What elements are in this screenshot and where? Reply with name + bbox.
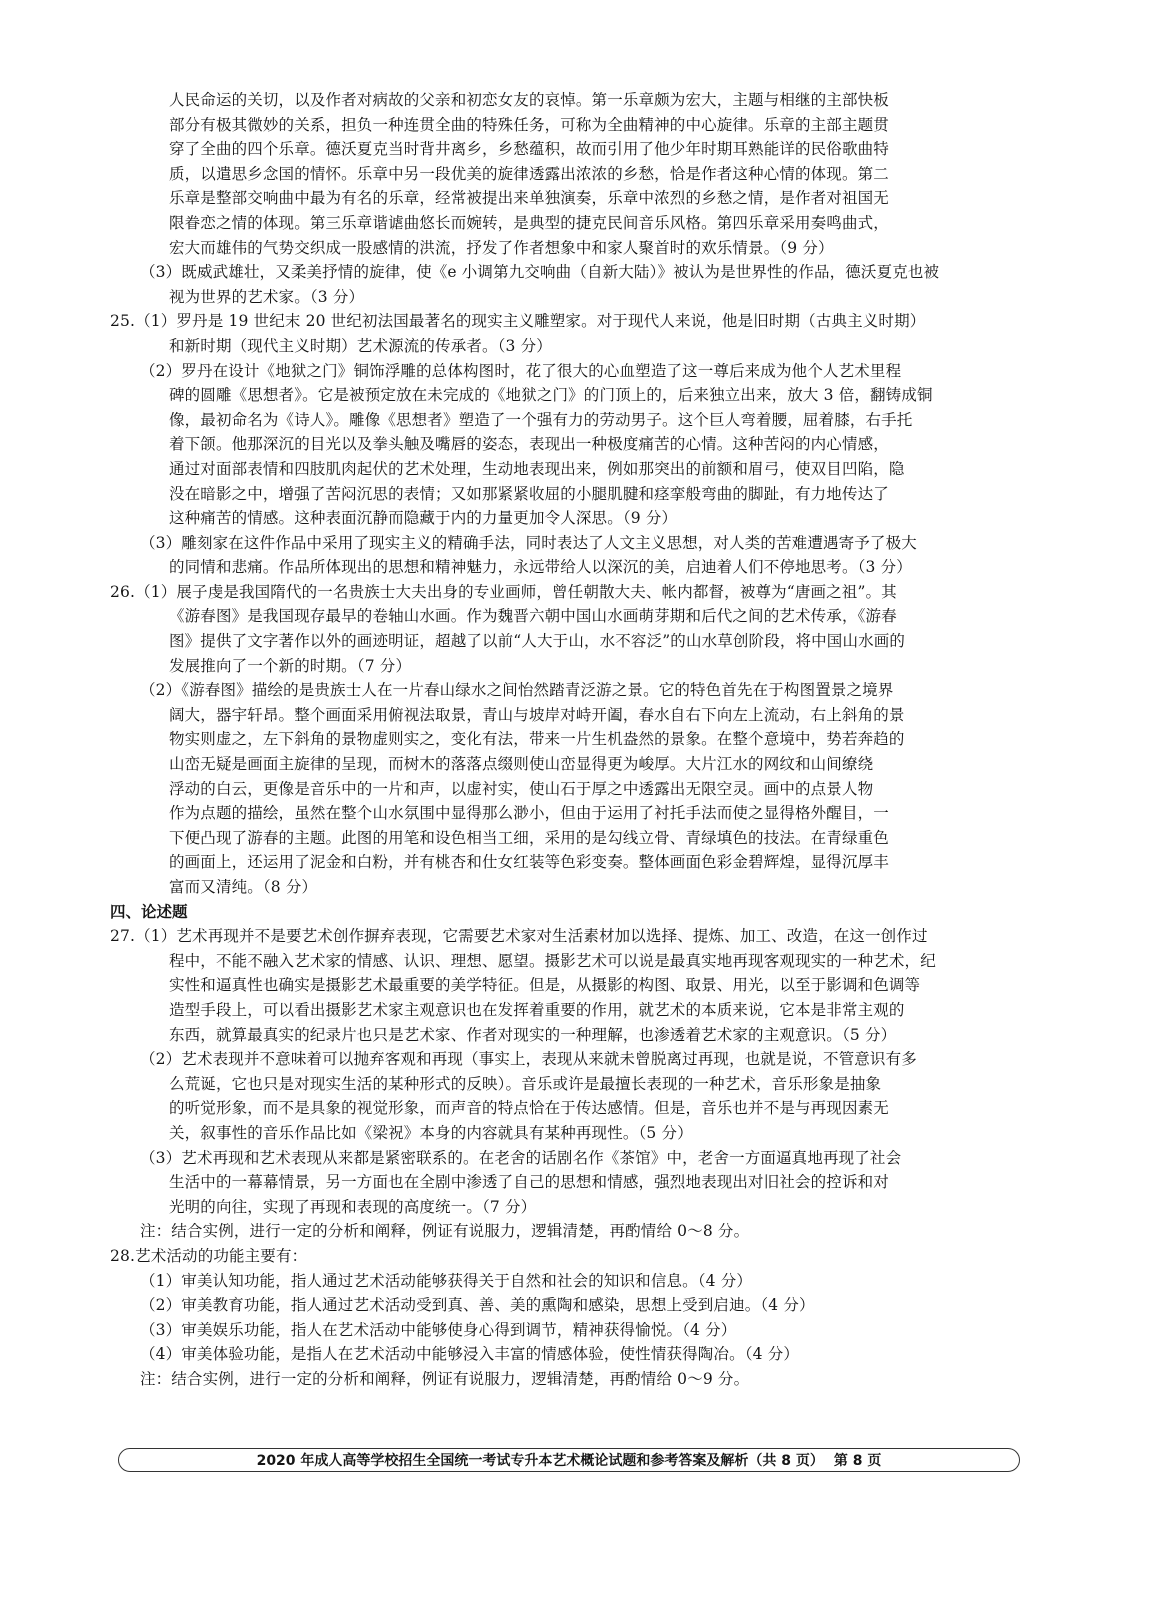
text-line: 26.（1）展子虔是我国隋代的一名贵族士大夫出身的专业画师，曾任朝散大夫、帐内都督，被尊为“唐画之祖”。其 [110, 582, 897, 601]
text-line: （3）艺术再现和艺术表现从来都是紧密联系的。在老舍的话剧名作《茶馆》中，老舍一方面逼真地再现了社会 [140, 1148, 902, 1167]
text-line: 28.艺术活动的功能主要有： [110, 1246, 308, 1265]
q28-items [110, 1269, 1040, 1367]
text-line: 的画面上，还运用了泥金和白粉，并有桃杏和仕女红装等色彩变奏。整体画面色彩金碧辉煌，显得沉厚丰 [169, 853, 889, 872]
list-item: （3）审美娱乐功能，指人在艺术活动中能够使身心得到调节，精神获得愉悦。（4 分） [140, 1320, 737, 1339]
section-heading: 四、论述题 [110, 901, 188, 921]
text-line: 浮动的白云，更像是音乐中的一片和声，以虚衬实，使山石于厚之中透露出无限空灵。画中的点景人物 [169, 779, 874, 798]
text-line: 实性和逼真性也确实是摄影艺术最重要的美学特征。但是，从摄影的构图、取景、用光，以至于影调和色调等 [169, 976, 921, 995]
q27-3 [110, 1146, 1040, 1220]
text-line: 东西，就算最真实的纪录片也只是艺术家、作者对现实的一种理解，也渗透着艺术家的主观意识。（5 分） [169, 1025, 897, 1044]
text-line: 限眷恋之情的体现。第三乐章谐谑曲悠长而婉转，是典型的捷克民间音乐风格。第四乐章采用奏鸣曲式， [169, 213, 889, 232]
footer-title: 2020 年成人高等学校招生全国统一考试专升本艺术概论试题和参考答案及解析（共 8 页） [256, 1453, 824, 1469]
page-number: 第 8 页 [833, 1453, 882, 1469]
text-line: 像，最初命名为《诗人》。雕像《思想者》塑造了一个强有力的劳动男子。这个巨人弯着腰，屈着膝，右手托 [169, 410, 913, 429]
text-line: 25.（1）罗丹是 19 世纪末 20 世纪初法国最著名的现实主义雕塑家。对于现代人来说，他是旧时期（古典主义时期） [110, 312, 926, 331]
text-line: 发展推向了一个新的时期。（7 分） [169, 656, 412, 675]
q25-3 [110, 531, 1040, 580]
text-line: 造型手段上，可以看出摄影艺术家主观意识也在发挥着重要的作用，就艺术的本质来说，它本是非常主观的 [169, 1000, 905, 1019]
text-line: 阔大，器宇轩昂。整个画面采用俯视法取景，青山与坡岸对峙开阖，春水自右下向左上流动，右上斜角的景 [169, 705, 905, 724]
text-line: 《游春图》是我国现存最早的卷轴山水画。作为魏晋六朝中国山水画萌芽期和后代之间的艺术传承，《游春 [169, 607, 897, 626]
text-line: 部分有极其微妙的关系，担负一种连贯全曲的特殊任务，可称为全曲精神的中心旋律。乐章的主部主题贯 [169, 115, 889, 134]
q24-3 [110, 260, 1040, 309]
text-line: （3）既威武雄壮，又柔美抒情的旋律，使《e 小调第九交响曲（自新大陆）》被认为是世界性的作品，德沃夏克也被 [140, 263, 940, 282]
text-line: 视为世界的艺术家。（3 分） [169, 287, 365, 306]
text-line: 光明的向往，实现了再现和表现的高度统一。（7 分） [169, 1197, 537, 1216]
q27-note: 注：结合实例，进行一定的分析和阐释，例证有说服力，逻辑清楚，再酌情给 0～8 分。 [140, 1222, 750, 1241]
text-line: 27.（1）艺术再现并不是要艺术创作摒弃表现，它需要艺术家对生活素材加以选择、提炼、加工、改造，在这一创作过 [110, 927, 928, 946]
text-line: 宏大而雄伟的气势交织成一股感情的洪流，抒发了作者想象中和家人聚首时的欢乐情景。（9 分） [169, 238, 834, 257]
q26-2 [110, 678, 1040, 899]
q24-2-continuation [110, 88, 1040, 260]
text-line: 么荒诞，它也只是对现实生活的某种形式的反映）。音乐或许是最擅长表现的一种艺术，音乐形象是抽象 [169, 1074, 882, 1093]
q28-note: 注：结合实例，进行一定的分析和阐释，例证有说服力，逻辑清楚，再酌情给 0～9 分。 [140, 1369, 750, 1388]
text-line: 下便凸现了游春的主题。此图的用笔和设色相当工细，采用的是勾线立骨、青绿填色的技法。在青绿重色 [169, 828, 889, 847]
text-line: 物实则虚之，左下斜角的景物虚则实之，变化有法，带来一片生机盎然的景象。在整个意境中，势若奔趋的 [169, 730, 905, 749]
text-line: 这种痛苦的情感。这种表面沉静而隐藏于内的力量更加令人深思。（9 分） [169, 509, 678, 528]
text-line: 关，叙事性的音乐作品比如《梁祝》本身的内容就具有某种再现性。（5 分） [169, 1123, 693, 1142]
text-line: （2）艺术表现并不意味着可以抛弃客观和再现（事实上，表现从来就未曾脱离过再现，也就是说，不管意识有多 [140, 1050, 917, 1069]
text-line: 通过对面部表情和四肢肌肉起伏的艺术处理，生动地表现出来，例如那突出的前额和眉弓，使双目凹陷，隐 [169, 459, 905, 478]
text-line: 的同情和悲痛。作品所体现出的思想和精神魅力，永远带给人以深沉的美，启迪着人们不停地思考。（3 分） [169, 558, 912, 577]
text-line: （2）罗丹在设计《地狱之门》铜饰浮雕的总体构图时，花了很大的心血塑造了这一尊后来成为他个人艺术里程 [140, 361, 902, 380]
text-line: 程中，不能不融入艺术家的情感、认识、理想、愿望。摄影艺术可以说是最真实地再现客观现实的一种艺术，纪 [169, 951, 936, 970]
list-item: （4）审美体验功能，是指人在艺术活动中能够浸入丰富的情感体验，使性情获得陶冶。（4 分） [140, 1345, 800, 1364]
text-line: 图》提供了文字著作以外的画迹明证，超越了以前“人大于山，水不容泛”的山水草创阶段，将中国山水画的 [169, 632, 906, 651]
text-line: 生活中的一幕幕情景，另一方面也在全剧中渗透了自己的思想和情感，强烈地表现出对旧社会的控诉和对 [169, 1173, 889, 1192]
q26 [110, 580, 1040, 900]
list-item: （1）审美认知功能，指人通过艺术活动能够获得关于自然和社会的知识和信息。（4 分） [140, 1271, 753, 1290]
q27-2 [110, 1047, 1040, 1145]
text-line: 山峦无疑是画面主旋律的呈现，而树木的落落点缀则使山峦显得更为峻厚。大片江水的网纹和山间缭绕 [169, 755, 874, 774]
document-body [110, 88, 1040, 1391]
text-line: 碑的圆雕《思想者》。它是被预定放在未完成的《地狱之门》的门顶上的，后来独立出来，放大 3 倍，翻铸成铜 [169, 386, 933, 405]
text-line: （2）《游春图》描绘的是贵族士人在一片春山绿水之间怡然踏青泛游之景。它的特色首先在于构图置景之境界 [140, 681, 894, 700]
text-line: 着下颌。他那深沉的目光以及拳头触及嘴唇的姿态，表现出一种极度痛苦的心情。这种苦闷的内心情感， [169, 435, 889, 454]
q25-2 [110, 359, 1040, 531]
q27 [110, 924, 1040, 1244]
text-line: 穿了全曲的四个乐章。德沃夏克当时背井离乡，乡愁蕴积，故而引用了他少年时期耳熟能详的民俗歌曲特 [169, 140, 889, 159]
text-line: 质，以遣思乡念国的情怀。乐章中另一段优美的旋律透露出浓浓的乡愁，恰是作者这种心情的体现。第二 [169, 164, 889, 183]
text-line: （3）雕刻家在这件作品中采用了现实主义的精确手法，同时表达了人文主义思想，对人类的苦难遭遇寄予了极大 [140, 533, 917, 552]
list-item: （2）审美教育功能，指人通过艺术活动受到真、善、美的熏陶和感染，思想上受到启迪。（4 分） [140, 1296, 815, 1315]
text-line: 作为点题的描绘，虽然在整个山水氛围中显得那么渺小，但由于运用了衬托手法而使之显得格外醒目，一 [169, 804, 889, 823]
page-footer [118, 1448, 1020, 1472]
text-line: 和新时期（现代主义时期）艺术源流的传承者。（3 分） [169, 336, 552, 355]
text-line: 人民命运的关切，以及作者对病故的父亲和初恋女友的哀悼。第一乐章颇为宏大，主题与相继的主部快板 [169, 91, 889, 109]
text-line: 的听觉形象，而不是具象的视觉形象，而声音的特点恰在于传达感情。但是，音乐也并不是与再现因素无 [169, 1099, 889, 1118]
text-line: 富而又清纯。（8 分） [169, 878, 318, 896]
text-line: 乐章是整部交响曲中最为有名的乐章，经常被提出来单独演奏，乐章中浓烈的乡愁之情，是作者对祖国无 [169, 189, 889, 208]
q25 [110, 309, 1040, 580]
q28 [110, 1244, 1040, 1392]
text-line: 没在暗影之中，增强了苦闷沉思的表情；又如那紧紧收屈的小腿肌腱和痉挛般弯曲的脚趾，有力地传达了 [169, 484, 889, 503]
